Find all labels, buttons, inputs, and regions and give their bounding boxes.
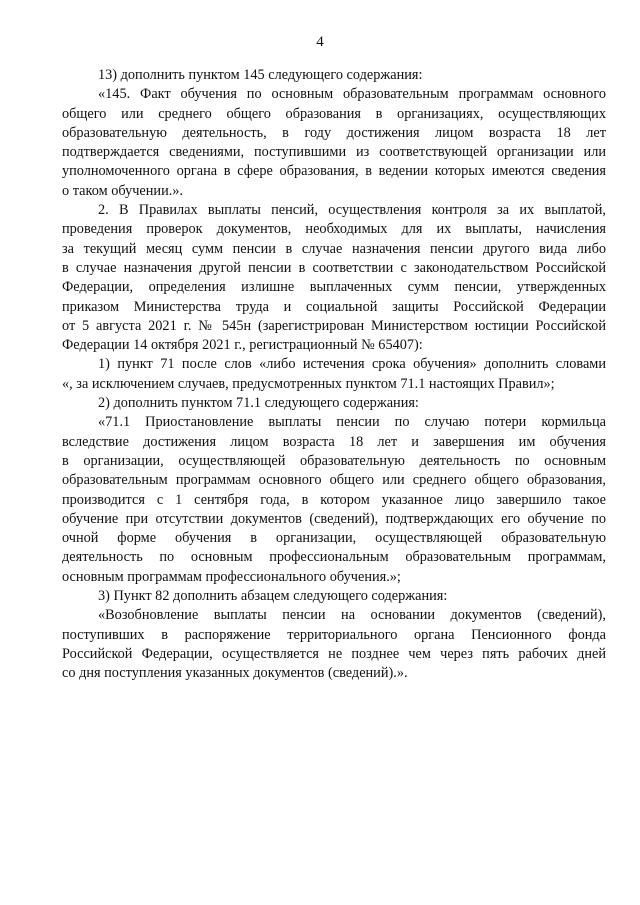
text-line: «145. Факт обучения по основным образовательным программам основного (98, 86, 606, 103)
text-line: проведения проверок документов, необходимых для их выплаты, начисления (62, 221, 606, 238)
text-line: очной форме обучения в организации, осуществляющей образовательную (62, 530, 606, 547)
text-line: уполномоченного органа в сфере образования, в ведении которых имеются сведения (62, 163, 606, 180)
text-line: 13) дополнить пунктом 145 следующего содержания: (98, 67, 423, 83)
text-line: от 5 августа 2021 г. № 545н (зарегистрирован Министерством юстиции Российской (62, 317, 606, 334)
text-line: в организации, осуществляющей образовательную деятельность по основным (62, 452, 606, 469)
text-line: со дня поступления указанных документов (сведений).». (62, 665, 408, 682)
text-line: поступивших в распоряжение территориального органа Пенсионного фонда (62, 626, 606, 643)
text-line: Российской Федерации, осуществляется не позднее чем через пять рабочих дней (62, 645, 606, 662)
text-line: Федерации 14 октября 2021 г., регистрационный № 65407): (62, 337, 423, 354)
text-line: «71.1 Приостановление выплаты пенсии по случаю потери кормильца (98, 414, 606, 431)
text-line: обучение при отсутствии документов (сведений), подтверждающих его обучение по (62, 510, 606, 527)
text-line: 2. В Правилах выплаты пенсий, осуществления контроля за их выплатой, (98, 202, 606, 219)
text-line: образовательную деятельность, в году достижения лицом возраста 18 лет (62, 124, 606, 141)
text-line: 3) Пункт 82 дополнить абзацем следующего содержания: (98, 588, 448, 605)
text-line: приказом Министерства труда и социальной защиты Российской Федерации (62, 298, 606, 315)
text-line: общего или среднего общего образования в организациях, осуществляющих (62, 105, 606, 122)
text-line: образовательным программам основного общего или среднего общего образования, (62, 472, 606, 489)
document-body (62, 66, 606, 684)
text-line: о таком обучении.». (62, 182, 184, 199)
text-line: 2) дополнить пунктом 71.1 следующего содержания: (98, 395, 419, 412)
text-line: «, за исключением случаев, предусмотренных пунктом 71.1 настоящих Правил»; (62, 375, 555, 392)
text-line: за текущий месяц сумм пенсии в случае назначения пенсии другого вида либо (62, 240, 606, 257)
text-line: производится с 1 сентября года, в котором указанное лицо завершило такое (62, 491, 606, 508)
text-line: вследствие достижения лицом возраста 18 лет и завершения им обучения (62, 433, 606, 450)
text-line: 1) пункт 71 после слов «либо истечения срока обучения» дополнить словами (98, 356, 606, 373)
text-line: подтверждается сведениями, поступившими из соответствующей организации или (62, 144, 606, 161)
page-number: 4 (316, 34, 324, 50)
text-line: деятельность по основным профессиональным образовательным программам, (62, 549, 606, 566)
text-line: «Возобновление выплаты пенсии на основании документов (сведений), (98, 607, 606, 624)
text-line: основным программам профессионального обучения.»; (62, 568, 401, 585)
text-line: Федерации, определения излишне выплаченных сумм пенсии, утвержденных (62, 279, 606, 296)
text-line: в случае назначения другой пенсии в соответствии с законодательством Российской (62, 259, 606, 276)
